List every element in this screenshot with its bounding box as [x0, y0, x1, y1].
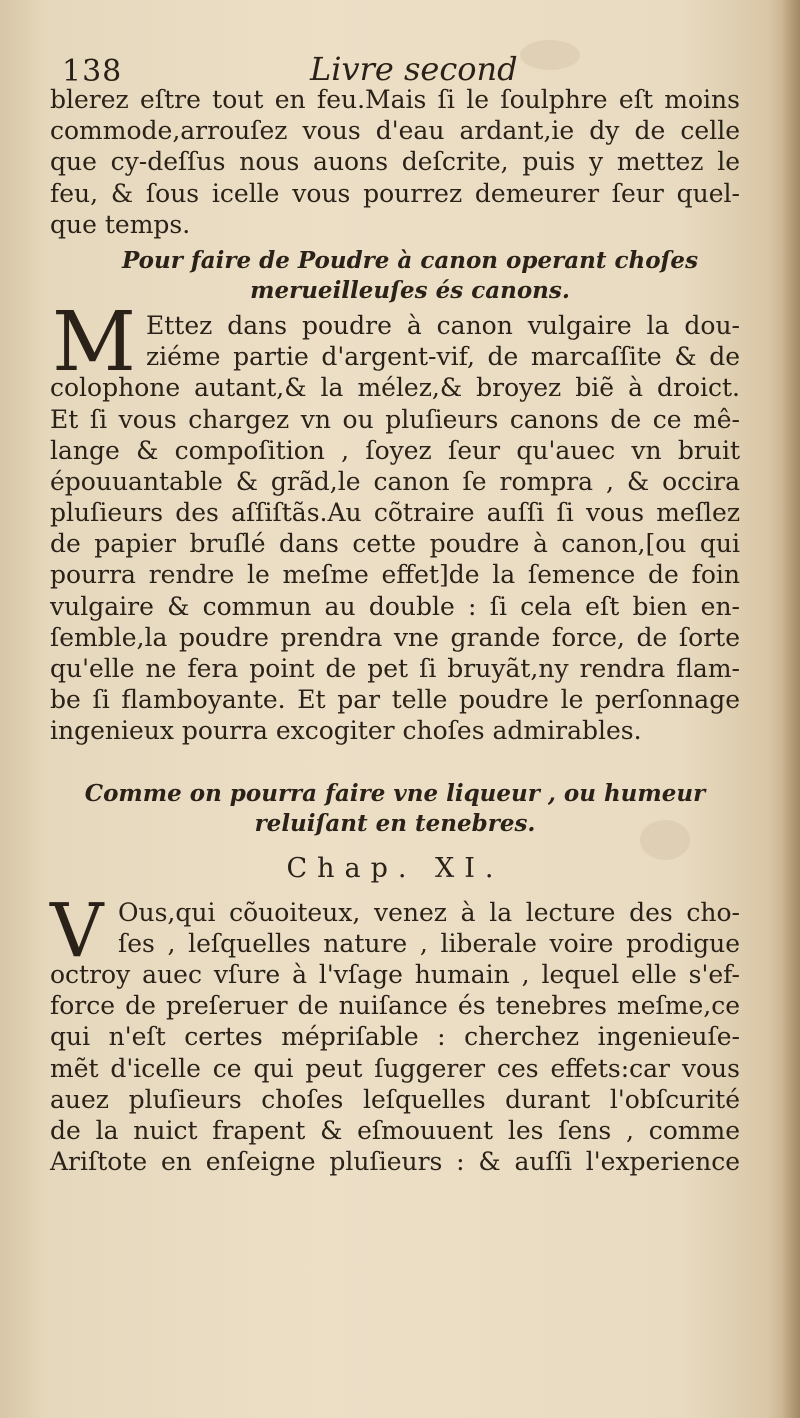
heading-line: Pour faire de Poudre à canon operant choſes	[121, 246, 699, 274]
heading-line: reluiſant en tenebres.	[254, 809, 536, 837]
text-line: feu, & ſous icelle vous pourrez demeurer ſeur quel-	[50, 178, 740, 208]
text-line: de la nuict frapent & eſmouuent les ſens , comme	[50, 1115, 740, 1145]
text-line: octroy auec vſure à l'vſage humain , lequel elle s'ef-	[50, 959, 740, 989]
drop-cap: M	[52, 294, 136, 390]
text-line: Et ſi vous chargez vn ou pluſieurs canons de ce mê-	[50, 404, 740, 434]
paragraph-3	[50, 887, 740, 1178]
text-line: de papier bruſlé dans cette poudre à canon,[ou qui	[50, 529, 740, 559]
text-block	[50, 84, 740, 1177]
text-line: lange & compoſition , ſoyez ſeur qu'auec vn bruit	[50, 435, 740, 465]
section-heading-1	[50, 246, 740, 306]
section-heading-2	[50, 779, 740, 839]
text-line: colophone autant,& la mélez,& broyez biẽ à droict.	[50, 373, 740, 403]
text-line: commode,arrouſez vous d'eau ardant,ie dy de celle	[50, 116, 740, 146]
text-line: Ariſtote en enſeigne pluſieurs : & auſſi l'experience	[50, 1147, 740, 1177]
drop-cap: V	[50, 887, 104, 974]
chapter-title: Chap. XI.	[286, 852, 504, 884]
text-line: blerez eſtre tout en feu.Mais ſi le ſoulphre eſt moins	[50, 85, 740, 114]
text-line: mẽt d'icelle ce qui peut ſuggerer ces effets:car vous	[50, 1053, 740, 1083]
page-number: 138	[62, 54, 123, 89]
heading-line: Comme on pourra faire vne liqueur , ou humeur	[84, 779, 706, 807]
text-line: qu'elle ne fera point de pet ſi bruyãt,ny rendra flam-	[50, 654, 740, 683]
spacer	[50, 747, 740, 773]
paragraph-1	[50, 84, 740, 240]
text-line: pluſieurs des aſſiſtãs.Au cõtraire auſſi ſi vous meſlez	[50, 498, 740, 528]
text-line: be ſi flamboyante. Et par telle poudre le perſonnage	[50, 685, 740, 715]
text-line: ſes , leſquelles nature , liberale voire prodigue	[118, 928, 740, 958]
text-line: ingenieux pourra excogiter choſes admirables.	[50, 716, 642, 746]
text-line: ſemble,la poudre prendra vne grande force, de ſorte	[50, 622, 740, 652]
text-line: que temps.	[50, 209, 191, 239]
text-line: que cy-deſſus nous auons deſcrite, puis y mettez le	[50, 147, 740, 177]
running-title: Livre second	[310, 50, 518, 88]
text-line: épouuantable & grãd,le canon ſe rompra , & occira	[50, 466, 740, 496]
text-line: Ettez dans poudre à canon vulgaire la dou-	[146, 310, 740, 340]
text-line: vulgaire & commun au double : ſi cela eſt bien en-	[50, 591, 740, 621]
text-line: qui n'eſt certes mépriſable : cherchez ingenieuſe-	[50, 1022, 740, 1052]
text-line: Ous,qui cõuoiteux, venez à la lecture des cho-	[118, 897, 740, 927]
text-line: force de preſeruer de nuiſance és tenebres meſme,ce	[50, 991, 740, 1021]
heading-line: merueilleuſes és canons.	[250, 276, 570, 304]
text-line: pourra rendre le meſme effet]de la ſemence de foin	[50, 560, 740, 590]
paragraph-2	[50, 294, 740, 747]
text-line: ziéme partie d'argent-vif, de marcaſſite & de	[146, 342, 740, 372]
text-line: auez pluſieurs choſes leſquelles durant l'obſcurité	[50, 1084, 740, 1114]
